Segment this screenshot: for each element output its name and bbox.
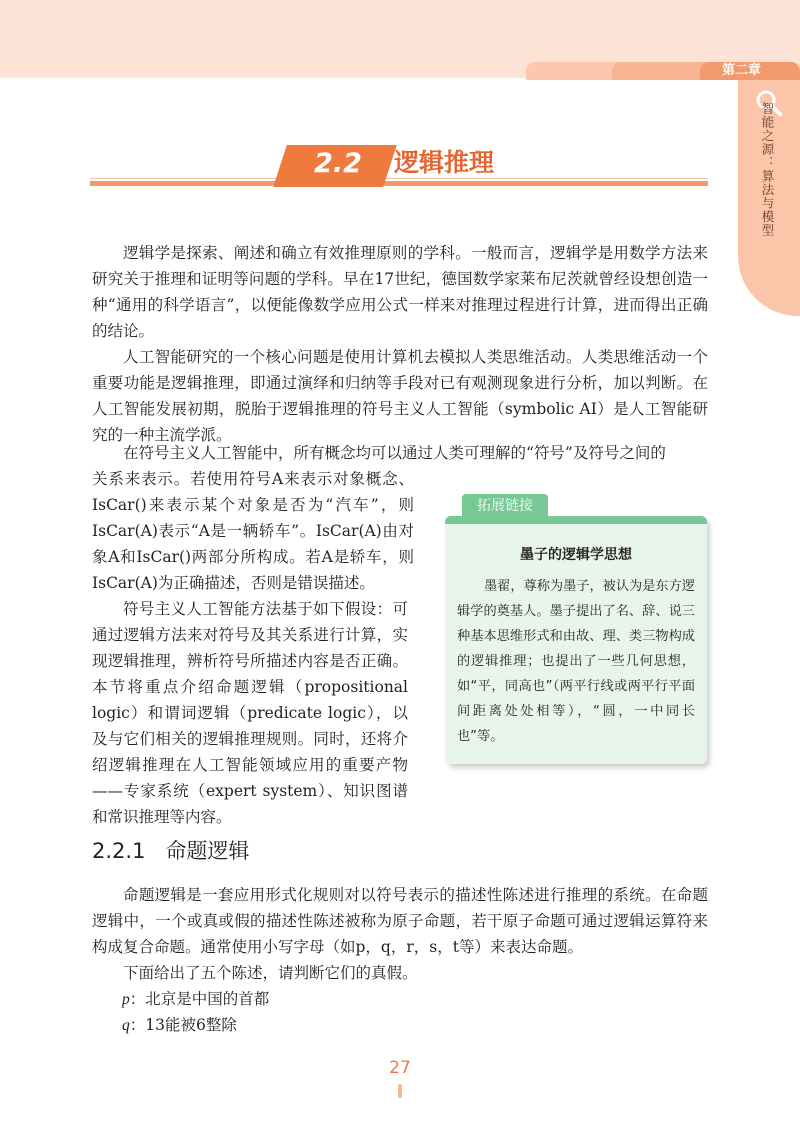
header-tab-decor (526, 62, 626, 80)
page-number-tick (398, 1084, 402, 1098)
section-title: 逻辑推理 (394, 148, 495, 177)
header-tab-decor (612, 62, 712, 80)
section-number: 2.2 (314, 148, 362, 179)
paragraph-ai-core: 人工智能研究的一个核心问题是使用计算机去模拟人类思维活动。人类思维活动一个重要功能是逻辑推理，即通过演绎和归纳等手段对已有观测现象进行分析，加以判断。在人工智能发展初期，脱胎于逻辑推理的符号主义人工智能（symbolic AI）是人工智能研究的一种主流学派。 (92, 348, 708, 444)
statement-var: p (122, 991, 130, 1008)
paragraph-intro: 逻辑学是探索、阐述和确立有效推理原则的学科。一般而言，逻辑学是用数学方法来研究关于推理和证明等问题的学科。早在17世纪，德国数学家莱布尼茨就曾经设想创造一种“通用的科学语言”，以便能像数学应用公式一样来对推理过程进行计算，进而得出正确的结论。 (92, 244, 708, 340)
statement-text: ：北京是中国的首都 (129, 990, 270, 1008)
subsection-number: 2.2.1 (92, 839, 146, 863)
sidebar-box-label: 拓展链接 (462, 494, 548, 518)
paragraph-propositional: 命题逻辑是一套应用形式化规则对以符号表示的描述性陈述进行推理的系统。在命题逻辑中，一个或真或假的描述性陈述被称为原子命题，若干原子命题可通过逻辑运算符来构成复合命题。通常使用小写字母（如p，q，r，s，t等）来表达命题。 (92, 886, 708, 956)
sidebar-box (445, 516, 707, 764)
subsection-heading (92, 836, 249, 866)
statement-var: q (122, 1017, 130, 1034)
heading-rule (90, 181, 708, 186)
chapter-side-tab (738, 80, 800, 316)
sidebar-box-body: 墨翟，尊称为墨子，被认为是东方逻辑学的奠基人。墨子提出了名、辞、说三种基本思维形式和由故、理、类三物构成的逻辑推理；也提出了一些几何思想，如“平，同高也”（两平行线或两平行平面间距离处处相等），“圆，一中同长也”等。 (457, 579, 695, 744)
statement-item (122, 1012, 237, 1039)
subsection-title: 命题逻辑 (165, 839, 250, 863)
paragraph-assumption: 符号主义人工智能方法基于如下假设：可通过逻辑方法来对符号及其关系进行计算，实现逻辑推理，辨析符号所描述内容是否正确。本节将重点介绍命题逻辑（propositional logic）和谓词逻辑（predicate logic），以及与它们相关的逻辑推理规则。同时，还将介绍逻辑推理在人工智能领域应用的重要产物——专家系统（expert system）、知识图谱和常识推理等内容。 (92, 600, 408, 826)
sidebar-box-title: 墨子的逻辑学思想 (520, 547, 632, 563)
statement-item (122, 986, 269, 1013)
page-number: 27 (389, 1058, 411, 1078)
paragraph-symbolic-first-line: 在符号主义人工智能中，所有概念均可以通过人类可理解的“符号”及符号之间的 (123, 444, 666, 462)
statement-text: ：13能被6整除 (129, 1016, 237, 1034)
chapter-label: 第二章 (700, 62, 800, 80)
side-title: 智能之源：算法与模型 (760, 102, 775, 237)
section-heading (90, 140, 708, 192)
sidebar-box-topbar (445, 516, 707, 524)
paragraph-instruction: 下面给出了五个陈述，请判断它们的真假。 (123, 964, 418, 982)
paragraph-symbolic-rest: 关系来表示。若使用符号A来表示对象概念、IsCar()来表示某个对象是否为“汽车”，则IsCar(A)表示“A是一辆轿车”。IsCar(A)由对象A和IsCar()两部分所构成。若A是轿车，则IsCar(A)为正确描述，否则是错误描述。 (92, 470, 414, 592)
